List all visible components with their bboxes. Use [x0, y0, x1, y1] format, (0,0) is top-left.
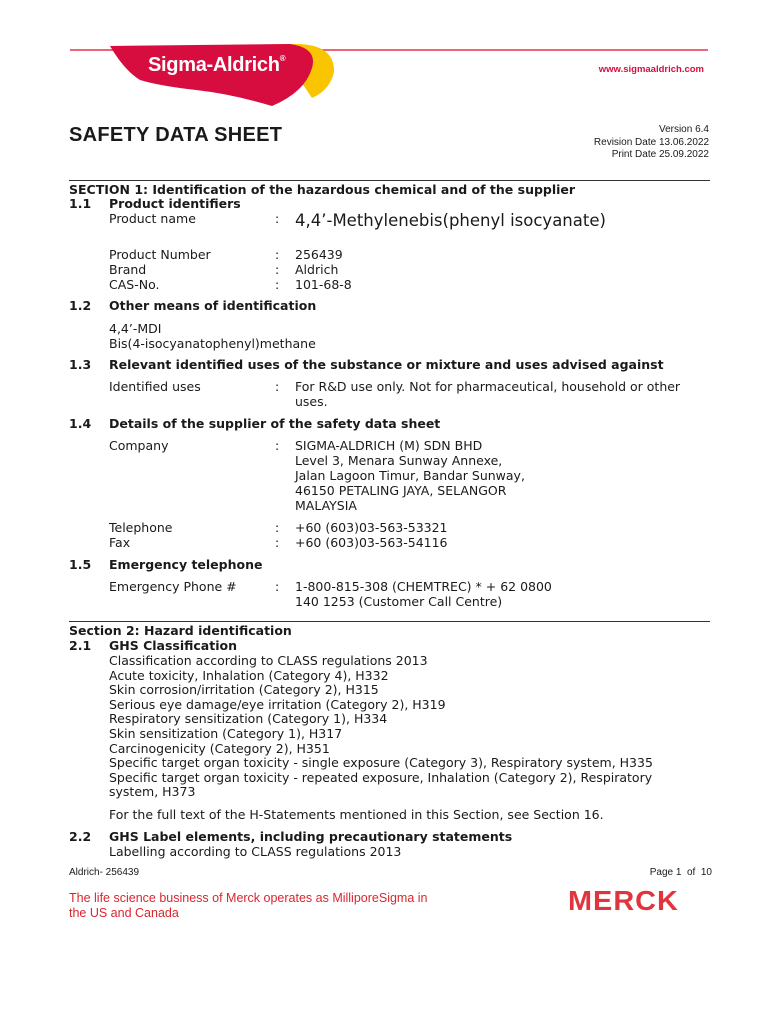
s14-title: Details of the supplier of the safety data sheet — [109, 416, 441, 431]
fax-value: +60 (603)03-563-54116 — [295, 535, 448, 550]
ghs-classification-list — [109, 653, 653, 799]
classification-line: Skin corrosion/irritation (Category 2), H315 — [109, 682, 379, 698]
s21-title: GHS Classification — [109, 638, 237, 653]
telephone-label: Telephone — [109, 520, 173, 535]
company-colon: : — [275, 438, 280, 453]
other-name-2: Bis(4-isocyanatophenyl)methane — [109, 336, 316, 351]
cas-label: CAS-No. — [109, 277, 160, 292]
website-link[interactable]: www.sigmaaldrich.com — [598, 64, 704, 75]
classification-line: Specific target organ toxicity - repeated exposure, Inhalation (Category 2), Respiratory — [109, 769, 653, 785]
section1-heading: SECTION 1: Identification of the hazardous chemical and of the supplier — [69, 182, 576, 197]
company-label: Company — [109, 438, 169, 453]
identified-uses-line-2: uses. — [295, 394, 328, 409]
classification-line: Acute toxicity, Inhalation (Category 4), H332 — [109, 667, 389, 683]
other-name-1: 4,4’-MDI — [109, 321, 162, 336]
classification-line: Serious eye damage/eye irritation (Category 2), H319 — [109, 696, 446, 712]
emergency-phone-line-2: 140 1253 (Customer Call Centre) — [295, 594, 503, 609]
sigma-aldrich-logo-swoosh — [0, 40, 768, 110]
company-line-2: Level 3, Menara Sunway Annexe, — [295, 453, 503, 468]
section2-top-rule — [69, 621, 710, 622]
s13-number: 1.3 — [69, 357, 92, 372]
footer-page-number: Page 1 of 10 — [649, 867, 712, 878]
cas-colon: : — [275, 277, 280, 292]
merck-statement-line-1: The life science business of Merck operates as MilliporeSigma in — [69, 891, 428, 905]
document-title: SAFETY DATA SHEET — [69, 124, 283, 146]
s15-title: Emergency telephone — [109, 557, 263, 572]
s12-title: Other means of identification — [109, 298, 317, 313]
emergency-phone-colon: : — [275, 579, 280, 594]
company-line-4: 46150 PETALING JAYA, SELANGOR — [295, 483, 507, 498]
document-meta — [594, 124, 709, 162]
print-date: Print Date 25.09.2022 — [611, 149, 709, 160]
product-number-colon: : — [275, 247, 280, 262]
emergency-phone-label: Emergency Phone # — [109, 579, 237, 594]
merck-logo-text: MERCK — [568, 885, 679, 916]
footer-product-ref: Aldrich- 256439 — [69, 867, 140, 878]
revision-date: Revision Date 13.06.2022 — [593, 136, 709, 148]
merck-logo — [568, 886, 714, 916]
product-number-value: 256439 — [295, 247, 343, 262]
fax-colon: : — [275, 535, 280, 550]
product-name-value: 4,4’-Methylenebis(phenyl isocyanate) — [295, 211, 606, 230]
s14-number: 1.4 — [69, 416, 92, 431]
brand-value: Aldrich — [295, 262, 339, 277]
company-line-3: Jalan Lagoon Timur, Bandar Sunway, — [295, 468, 525, 483]
brand-colon: : — [275, 262, 280, 277]
brand-name: Sigma-Aldrich — [148, 54, 280, 76]
product-name-colon: : — [275, 211, 280, 226]
product-name-label: Product name — [109, 211, 196, 226]
identified-uses-line-1: For R&D use only. Not for pharmaceutical, household or other — [295, 379, 681, 394]
labelling-line: Labelling according to CLASS regulations 2013 — [109, 844, 402, 859]
s11-title: Product identifiers — [109, 196, 241, 211]
header-banner — [0, 40, 768, 110]
classification-line: Respiratory sensitization (Category 1), H334 — [109, 711, 388, 727]
emergency-phone-line-1: 1-800-815-308 (CHEMTREC) * + 62 0800 — [295, 579, 552, 594]
section2-heading: Section 2: Hazard identification — [69, 623, 292, 638]
s22-title: GHS Label elements, including precautionary statements — [109, 829, 513, 844]
fax-label: Fax — [109, 535, 131, 550]
merck-statement — [69, 891, 428, 921]
s22-number: 2.2 — [69, 829, 92, 844]
brand-registered-mark: ® — [279, 54, 286, 63]
s15-number: 1.5 — [69, 557, 92, 572]
s12-number: 1.2 — [69, 298, 92, 313]
version: Version 6.4 — [658, 124, 709, 135]
classification-line: Carcinogenicity (Category 2), H351 — [109, 740, 330, 756]
classification-line: Classification according to CLASS regulations 2013 — [109, 653, 428, 668]
brand-label: Brand — [109, 262, 147, 277]
identified-uses-label: Identified uses — [109, 379, 201, 394]
s13-title: Relevant identified uses of the substance or mixture and uses advised against — [109, 357, 664, 372]
classification-line: Skin sensitization (Category 1), H317 — [109, 725, 343, 741]
s21-number: 2.1 — [69, 638, 92, 653]
s11-number: 1.1 — [69, 196, 92, 211]
h-statements-note: For the full text of the H-Statements mentioned in this Section, see Section 16. — [109, 807, 604, 822]
cas-value: 101-68-8 — [295, 277, 352, 292]
company-line-1: SIGMA-ALDRICH (M) SDN BHD — [295, 438, 483, 453]
section1-top-rule — [69, 180, 710, 181]
classification-line: Specific target organ toxicity - single exposure (Category 3), Respiratory system, H335 — [109, 755, 653, 771]
telephone-value: +60 (603)03-563-53321 — [295, 520, 448, 535]
company-line-5: MALAYSIA — [295, 498, 357, 513]
classification-line: system, H373 — [109, 784, 196, 800]
identified-uses-colon: : — [275, 379, 280, 394]
product-number-label: Product Number — [109, 247, 211, 262]
telephone-colon: : — [275, 520, 280, 535]
merck-statement-line-2: the US and Canada — [69, 906, 179, 920]
